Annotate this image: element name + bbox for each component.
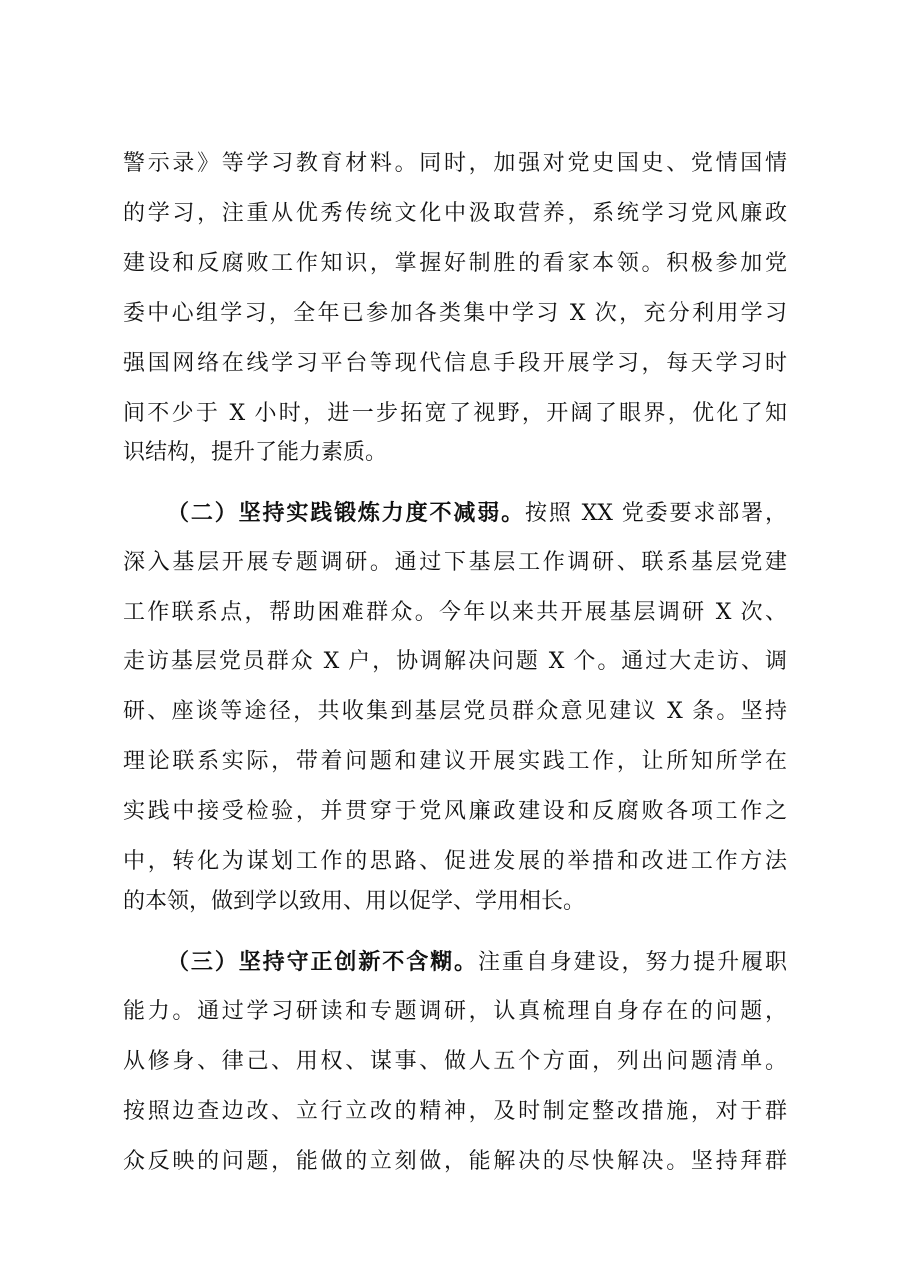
section-heading: （三）坚持守正创新不含糊。 (167, 949, 478, 975)
heading-line-text: 按照 XX 党委要求部署， (525, 501, 787, 526)
text-line: 按照边查边改、立行立改的精神，及时制定整改措施，对于群 (123, 1099, 787, 1124)
text-line: 警示录》等学习教育材料。同时，加强对党史国史、党情国情 (123, 151, 787, 176)
text-line: 深入基层开展专题调研。通过下基层工作调研、联系基层党建 (123, 550, 787, 575)
text-line: 从修身、律己、用权、谋事、做人五个方面，列出问题清单。 (123, 1049, 787, 1074)
text-line: 委中心组学习，全年已参加各类集中学习 X 次，充分利用学习 (123, 301, 787, 326)
paragraph-first-line (167, 938, 787, 986)
text-line: 的学习，注重从优秀传统文化中汲取营养，系统学习党风廉政 (123, 201, 787, 226)
text-line: 工作联系点，帮助困难群众。今年以来共开展基层调研 X 次、 (123, 600, 787, 625)
heading-line-text: 注重自身建设，努力提升履职 (477, 950, 787, 975)
text-line: 建设和反腐败工作知识，掌握好制胜的看家本领。积极参加党 (123, 251, 787, 276)
text-line: 众反映的问题，能做的立刻做，能解决的尽快解决。坚持拜群 (123, 1149, 787, 1174)
text-line: 能力。通过学习研读和专题调研，认真梳理自身存在的问题， (123, 999, 787, 1024)
text-line: 理论联系实际，带着问题和建议开展实践工作，让所知所学在 (123, 749, 787, 774)
text-line: 强国网络在线学习平台等现代信息手段开展学习，每天学习时 (123, 351, 787, 376)
text-line: 走访基层党员群众 X 户，协调解决问题 X 个。通过大走访、调 (123, 649, 787, 674)
text-line: 识结构，提升了能力素质。 (123, 440, 388, 465)
section-heading: （二）坚持实践锻炼力度不减弱。 (167, 500, 526, 526)
text-line: 间不少于 X 小时，进一步拓宽了视野，开阔了眼界，优化了知 (123, 401, 787, 426)
text-line: 中，转化为谋划工作的思路、促进发展的举措和改进工作方法 (123, 849, 787, 874)
text-line: 研、座谈等途径，共收集到基层党员群众意见建议 X 条。坚持 (123, 699, 787, 724)
text-line: 实践中接受检验，并贯穿于党风廉政建设和反腐败各项工作之 (123, 799, 787, 824)
text-line: 的本领，做到学以致用、用以促学、学用相长。 (123, 889, 586, 914)
paragraph-first-line (167, 489, 787, 537)
